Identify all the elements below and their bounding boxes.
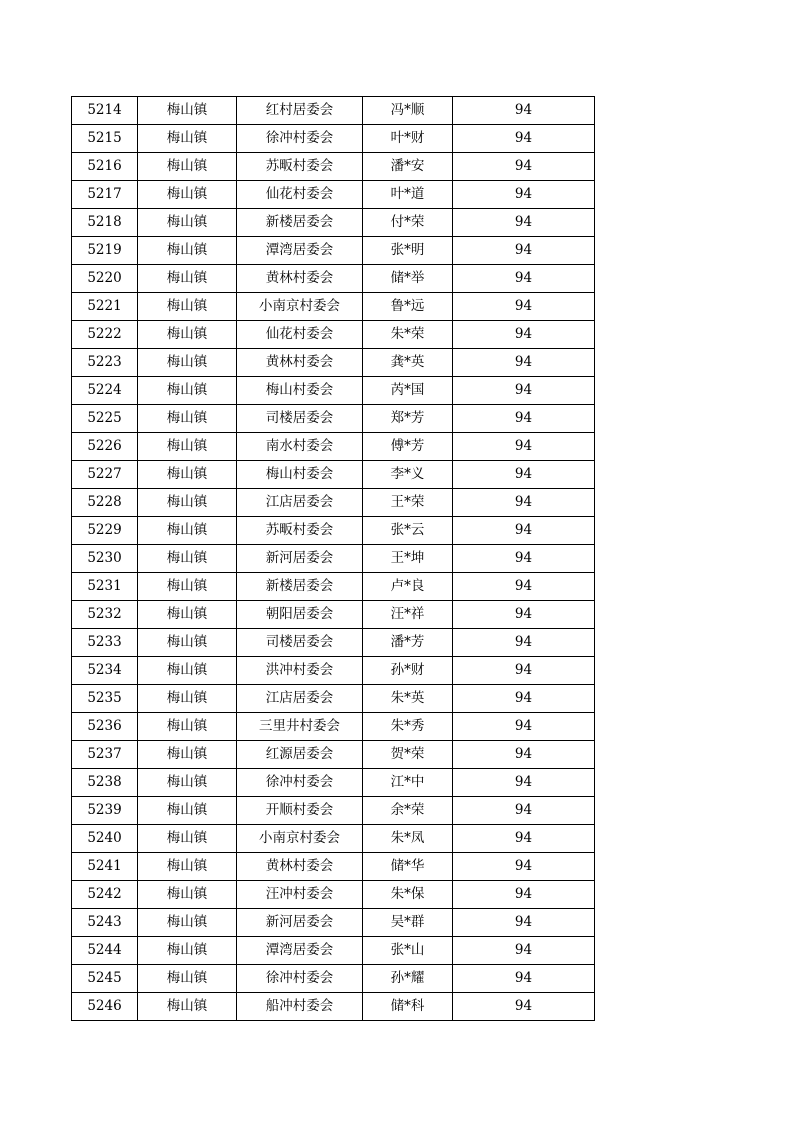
town-cell: 梅山镇 — [138, 965, 237, 993]
name-cell: 储*科 — [363, 993, 453, 1021]
committee-cell: 汪冲村委会 — [237, 881, 363, 909]
committee-cell: 开顺村委会 — [237, 797, 363, 825]
table-row — [72, 321, 595, 349]
serial-number-cell: 5239 — [72, 797, 138, 825]
serial-number-cell: 5236 — [72, 713, 138, 741]
committee-cell: 徐冲村委会 — [237, 769, 363, 797]
serial-number-cell: 5214 — [72, 97, 138, 125]
town-cell: 梅山镇 — [138, 881, 237, 909]
name-cell: 叶*道 — [363, 181, 453, 209]
table-row — [72, 741, 595, 769]
value-cell: 94 — [453, 629, 595, 657]
serial-number-cell: 5216 — [72, 153, 138, 181]
town-cell: 梅山镇 — [138, 797, 237, 825]
table-row — [72, 797, 595, 825]
table-row — [72, 965, 595, 993]
committee-cell: 朝阳居委会 — [237, 601, 363, 629]
value-cell: 94 — [453, 265, 595, 293]
serial-number-cell: 5246 — [72, 993, 138, 1021]
table-row — [72, 349, 595, 377]
committee-cell: 红源居委会 — [237, 741, 363, 769]
name-cell: 朱*凤 — [363, 825, 453, 853]
name-cell: 朱*荣 — [363, 321, 453, 349]
value-cell: 94 — [453, 209, 595, 237]
committee-cell: 船冲村委会 — [237, 993, 363, 1021]
serial-number-cell: 5223 — [72, 349, 138, 377]
table-row — [72, 825, 595, 853]
committee-cell: 梅山村委会 — [237, 377, 363, 405]
town-cell: 梅山镇 — [138, 909, 237, 937]
value-cell: 94 — [453, 489, 595, 517]
town-cell: 梅山镇 — [138, 629, 237, 657]
name-cell: 朱*英 — [363, 685, 453, 713]
committee-cell: 新河居委会 — [237, 545, 363, 573]
table-row — [72, 881, 595, 909]
town-cell: 梅山镇 — [138, 517, 237, 545]
serial-number-cell: 5225 — [72, 405, 138, 433]
serial-number-cell: 5232 — [72, 601, 138, 629]
name-cell: 储*华 — [363, 853, 453, 881]
serial-number-cell: 5234 — [72, 657, 138, 685]
name-cell: 张*云 — [363, 517, 453, 545]
town-cell: 梅山镇 — [138, 349, 237, 377]
table-row — [72, 909, 595, 937]
town-cell: 梅山镇 — [138, 573, 237, 601]
value-cell: 94 — [453, 657, 595, 685]
name-cell: 余*荣 — [363, 797, 453, 825]
value-cell: 94 — [453, 181, 595, 209]
town-cell: 梅山镇 — [138, 601, 237, 629]
town-cell: 梅山镇 — [138, 377, 237, 405]
table-row — [72, 937, 595, 965]
table-row — [72, 713, 595, 741]
town-cell: 梅山镇 — [138, 433, 237, 461]
serial-number-cell: 5231 — [72, 573, 138, 601]
value-cell: 94 — [453, 433, 595, 461]
town-cell: 梅山镇 — [138, 405, 237, 433]
serial-number-cell: 5226 — [72, 433, 138, 461]
serial-number-cell: 5230 — [72, 545, 138, 573]
committee-cell: 洪冲村委会 — [237, 657, 363, 685]
value-cell: 94 — [453, 909, 595, 937]
value-cell: 94 — [453, 293, 595, 321]
data-table — [71, 96, 595, 1021]
name-cell: 付*荣 — [363, 209, 453, 237]
town-cell: 梅山镇 — [138, 769, 237, 797]
committee-cell: 梅山村委会 — [237, 461, 363, 489]
value-cell: 94 — [453, 349, 595, 377]
town-cell: 梅山镇 — [138, 265, 237, 293]
serial-number-cell: 5224 — [72, 377, 138, 405]
value-cell: 94 — [453, 797, 595, 825]
table-row — [72, 685, 595, 713]
committee-cell: 小南京村委会 — [237, 825, 363, 853]
serial-number-cell: 5219 — [72, 237, 138, 265]
town-cell: 梅山镇 — [138, 209, 237, 237]
name-cell: 李*义 — [363, 461, 453, 489]
town-cell: 梅山镇 — [138, 937, 237, 965]
value-cell: 94 — [453, 517, 595, 545]
value-cell: 94 — [453, 405, 595, 433]
committee-cell: 小南京村委会 — [237, 293, 363, 321]
town-cell: 梅山镇 — [138, 97, 237, 125]
committee-cell: 新河居委会 — [237, 909, 363, 937]
value-cell: 94 — [453, 853, 595, 881]
committee-cell: 潭湾居委会 — [237, 937, 363, 965]
value-cell: 94 — [453, 153, 595, 181]
value-cell: 94 — [453, 685, 595, 713]
name-cell: 潘*芳 — [363, 629, 453, 657]
serial-number-cell: 5242 — [72, 881, 138, 909]
town-cell: 梅山镇 — [138, 741, 237, 769]
name-cell: 江*中 — [363, 769, 453, 797]
value-cell: 94 — [453, 125, 595, 153]
committee-cell: 徐冲村委会 — [237, 965, 363, 993]
table-row — [72, 181, 595, 209]
value-cell: 94 — [453, 965, 595, 993]
value-cell: 94 — [453, 881, 595, 909]
table-row — [72, 237, 595, 265]
town-cell: 梅山镇 — [138, 545, 237, 573]
committee-cell: 司楼居委会 — [237, 405, 363, 433]
town-cell: 梅山镇 — [138, 293, 237, 321]
committee-cell: 南水村委会 — [237, 433, 363, 461]
table-row — [72, 433, 595, 461]
committee-cell: 三里井村委会 — [237, 713, 363, 741]
value-cell: 94 — [453, 769, 595, 797]
name-cell: 贺*荣 — [363, 741, 453, 769]
committee-cell: 潭湾居委会 — [237, 237, 363, 265]
table-row — [72, 993, 595, 1021]
value-cell: 94 — [453, 937, 595, 965]
serial-number-cell: 5240 — [72, 825, 138, 853]
serial-number-cell: 5221 — [72, 293, 138, 321]
name-cell: 储*举 — [363, 265, 453, 293]
value-cell: 94 — [453, 321, 595, 349]
serial-number-cell: 5243 — [72, 909, 138, 937]
serial-number-cell: 5229 — [72, 517, 138, 545]
serial-number-cell: 5238 — [72, 769, 138, 797]
name-cell: 龚*英 — [363, 349, 453, 377]
serial-number-cell: 5241 — [72, 853, 138, 881]
serial-number-cell: 5245 — [72, 965, 138, 993]
serial-number-cell: 5218 — [72, 209, 138, 237]
value-cell: 94 — [453, 741, 595, 769]
table-row — [72, 97, 595, 125]
value-cell: 94 — [453, 461, 595, 489]
table-row — [72, 125, 595, 153]
town-cell: 梅山镇 — [138, 657, 237, 685]
committee-cell: 徐冲村委会 — [237, 125, 363, 153]
table-body — [72, 97, 595, 1021]
committee-cell: 红村居委会 — [237, 97, 363, 125]
table-row — [72, 545, 595, 573]
table-row — [72, 377, 595, 405]
name-cell: 卢*良 — [363, 573, 453, 601]
table-row — [72, 209, 595, 237]
serial-number-cell: 5227 — [72, 461, 138, 489]
serial-number-cell: 5244 — [72, 937, 138, 965]
name-cell: 吴*群 — [363, 909, 453, 937]
name-cell: 张*山 — [363, 937, 453, 965]
value-cell: 94 — [453, 237, 595, 265]
name-cell: 张*明 — [363, 237, 453, 265]
table-row — [72, 601, 595, 629]
committee-cell: 苏畈村委会 — [237, 517, 363, 545]
name-cell: 冯*顺 — [363, 97, 453, 125]
serial-number-cell: 5215 — [72, 125, 138, 153]
serial-number-cell: 5217 — [72, 181, 138, 209]
town-cell: 梅山镇 — [138, 153, 237, 181]
committee-cell: 黄林村委会 — [237, 265, 363, 293]
committee-cell: 司楼居委会 — [237, 629, 363, 657]
name-cell: 王*荣 — [363, 489, 453, 517]
name-cell: 朱*保 — [363, 881, 453, 909]
table-row — [72, 153, 595, 181]
serial-number-cell: 5237 — [72, 741, 138, 769]
town-cell: 梅山镇 — [138, 321, 237, 349]
name-cell: 孙*耀 — [363, 965, 453, 993]
name-cell: 芮*国 — [363, 377, 453, 405]
name-cell: 王*坤 — [363, 545, 453, 573]
town-cell: 梅山镇 — [138, 461, 237, 489]
table-row — [72, 853, 595, 881]
value-cell: 94 — [453, 601, 595, 629]
table-row — [72, 769, 595, 797]
serial-number-cell: 5220 — [72, 265, 138, 293]
name-cell: 叶*财 — [363, 125, 453, 153]
name-cell: 孙*财 — [363, 657, 453, 685]
name-cell: 鲁*远 — [363, 293, 453, 321]
town-cell: 梅山镇 — [138, 853, 237, 881]
table-row — [72, 461, 595, 489]
value-cell: 94 — [453, 713, 595, 741]
serial-number-cell: 5222 — [72, 321, 138, 349]
committee-cell: 江店居委会 — [237, 685, 363, 713]
value-cell: 94 — [453, 993, 595, 1021]
value-cell: 94 — [453, 97, 595, 125]
value-cell: 94 — [453, 573, 595, 601]
name-cell: 潘*安 — [363, 153, 453, 181]
table-row — [72, 657, 595, 685]
town-cell: 梅山镇 — [138, 237, 237, 265]
committee-cell: 仙花村委会 — [237, 321, 363, 349]
town-cell: 梅山镇 — [138, 713, 237, 741]
name-cell: 汪*祥 — [363, 601, 453, 629]
committee-cell: 黄林村委会 — [237, 349, 363, 377]
committee-cell: 新楼居委会 — [237, 209, 363, 237]
committee-cell: 黄林村委会 — [237, 853, 363, 881]
name-cell: 傅*芳 — [363, 433, 453, 461]
table-row — [72, 517, 595, 545]
town-cell: 梅山镇 — [138, 181, 237, 209]
value-cell: 94 — [453, 545, 595, 573]
serial-number-cell: 5233 — [72, 629, 138, 657]
table-row — [72, 573, 595, 601]
value-cell: 94 — [453, 825, 595, 853]
town-cell: 梅山镇 — [138, 685, 237, 713]
town-cell: 梅山镇 — [138, 489, 237, 517]
serial-number-cell: 5228 — [72, 489, 138, 517]
name-cell: 朱*秀 — [363, 713, 453, 741]
table-row — [72, 293, 595, 321]
table-row — [72, 405, 595, 433]
table-row — [72, 489, 595, 517]
committee-cell: 苏畈村委会 — [237, 153, 363, 181]
table-row — [72, 265, 595, 293]
town-cell: 梅山镇 — [138, 993, 237, 1021]
committee-cell: 新楼居委会 — [237, 573, 363, 601]
serial-number-cell: 5235 — [72, 685, 138, 713]
table-row — [72, 629, 595, 657]
value-cell: 94 — [453, 377, 595, 405]
town-cell: 梅山镇 — [138, 125, 237, 153]
name-cell: 郑*芳 — [363, 405, 453, 433]
committee-cell: 江店居委会 — [237, 489, 363, 517]
town-cell: 梅山镇 — [138, 825, 237, 853]
committee-cell: 仙花村委会 — [237, 181, 363, 209]
